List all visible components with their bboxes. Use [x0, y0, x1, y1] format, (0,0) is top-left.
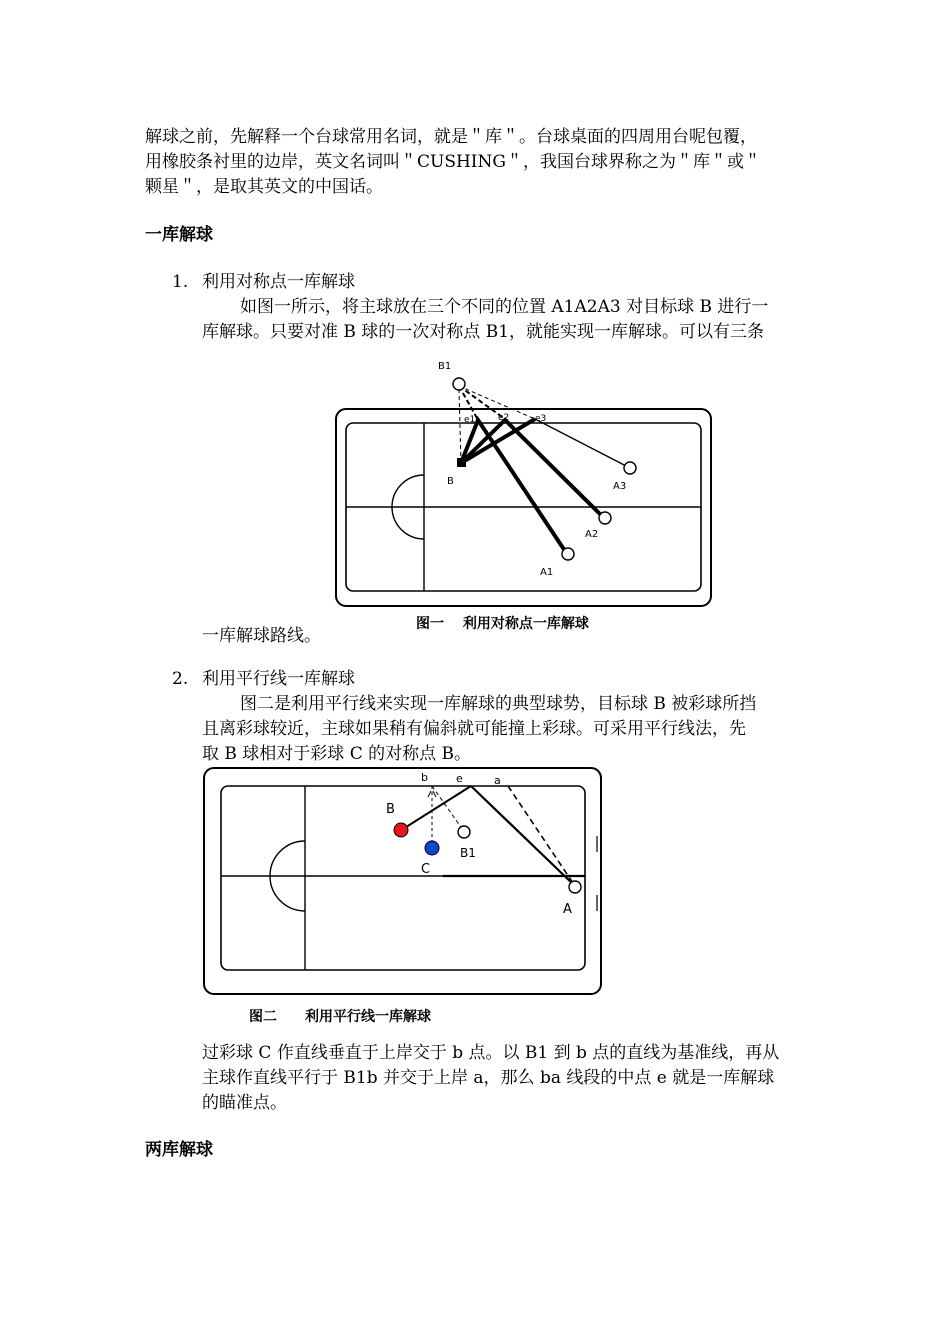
- item1-para-line-2: 库解球。只要对准 B 球的一次对称点 B1，就能实现一库解球。可以有三条: [202, 322, 765, 342]
- item2-para-line-1: 图二是利用平行线来实现一库解球的典型球势，目标球 B 被彩球所挡: [240, 694, 757, 714]
- figure-1-caption: 图一 利用对称点一库解球: [416, 616, 589, 632]
- path-a3-thin: [535, 419, 630, 468]
- table2-outer-rim: [204, 768, 601, 994]
- label-b1: B1: [438, 361, 452, 372]
- after-fig2-line-2: 主球作直线平行于 B1b 并交于上岸 a，那么 ba 线段的中点 e 就是一库解球: [202, 1068, 775, 1088]
- ball-b: [457, 458, 466, 467]
- list-number-2: 2.: [172, 669, 189, 689]
- ball-c-blue: [425, 841, 439, 855]
- label-e: e: [456, 772, 463, 785]
- ball-b1-fig2: [458, 826, 470, 838]
- ball-b-red: [394, 823, 408, 837]
- intro-line-3: 颗星＂，是取其英文的中国话。: [145, 177, 383, 197]
- ball-b1: [453, 378, 465, 390]
- label-e2: e2: [498, 413, 510, 423]
- after-fig2-line-1: 过彩球 C 作直线垂直于上岸交于 b 点。以 B1 到 b 点的直线为基准线，再从: [202, 1043, 780, 1063]
- figure-2-caption: 图二 利用平行线一库解球: [249, 1009, 431, 1025]
- arrow-tick-right: [433, 791, 436, 797]
- item1-para-line-3: 一库解球路线。: [202, 626, 321, 646]
- item2-para-line-2: 且离彩球较近，主球如果稍有偏斜就可能撞上彩球。可采用平行线法，先: [202, 719, 746, 739]
- section-heading-two-cushion: 两库解球: [145, 1140, 213, 1160]
- label-e1: e1: [464, 415, 476, 425]
- path-a1: [461, 420, 567, 554]
- label-A: A: [563, 902, 572, 917]
- label-a2: A2: [585, 529, 599, 540]
- ball-a-fig2: [569, 881, 581, 893]
- arrow-tick-left: [428, 791, 431, 797]
- dashed-line-b-b1: [459, 390, 461, 463]
- list-number-1: 1.: [172, 272, 189, 292]
- ball-a3: [624, 462, 636, 474]
- item1-para-line-1: 如图一所示，将主球放在三个不同的位置 A1A2A3 对目标球 B 进行一: [240, 297, 769, 317]
- ball-a2: [599, 512, 611, 524]
- label-b-small: b: [421, 771, 428, 784]
- label-b: B: [447, 476, 454, 487]
- label-B: B: [386, 802, 395, 817]
- label-C: C: [421, 862, 431, 877]
- after-fig2-line-3: 的瞄准点。: [202, 1093, 287, 1113]
- label-a3: A3: [613, 481, 627, 492]
- label-e3: e3: [535, 414, 547, 424]
- label-a-small: a: [494, 774, 501, 787]
- dashed-a-line: [508, 786, 575, 886]
- list-item-title-2: 利用平行线一库解球: [202, 669, 355, 689]
- path-a-to-e: [471, 786, 575, 886]
- label-B1: B1: [460, 846, 476, 860]
- table2-cushion: [221, 786, 585, 970]
- label-a1: A1: [540, 567, 554, 578]
- intro-line-1: 解球之前，先解释一个台球常用名词，就是＂库＂。台球桌面的四周用台呢包覆，: [145, 127, 757, 147]
- intro-line-2: 用橡胶条衬里的边岸，英文名词叫＂CUSHING＂，我国台球界称之为＂库＂或＂: [145, 152, 761, 172]
- ball-a1: [562, 548, 574, 560]
- item2-para-line-3: 取 B 球相对于彩球 C 的对称点 B。: [202, 744, 472, 764]
- list-item-title-1: 利用对称点一库解球: [202, 272, 355, 292]
- section-heading-one-cushion: 一库解球: [145, 225, 213, 245]
